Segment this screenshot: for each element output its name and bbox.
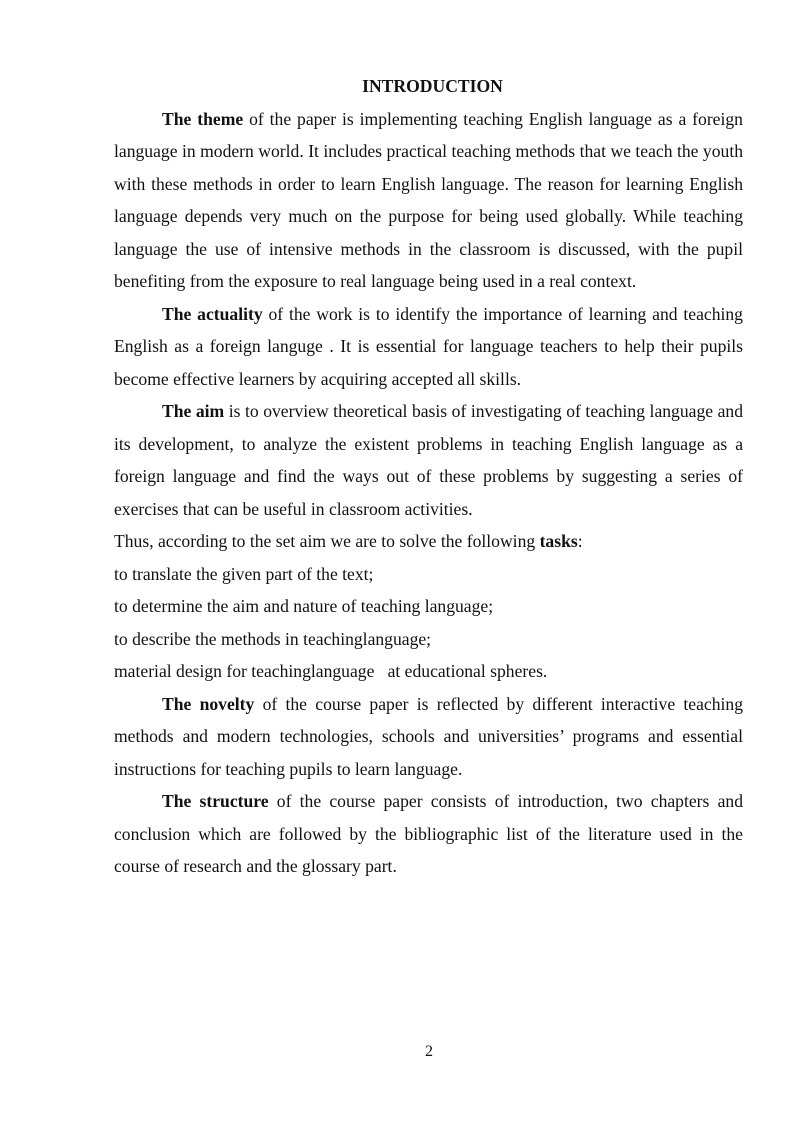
task-item-2: to determine the aim and nature of teaching language; (114, 596, 494, 616)
novelty-text: of the course paper is reflected by different interactive teaching methods and modern technologies, schools and universities’ programs and essential instructions for teaching pupils to learn language. (114, 693, 743, 779)
task-item-4: material design for teachinglanguage at educational spheres. (114, 661, 548, 681)
task-item-1: to translate the given part of the text; (114, 563, 374, 584)
actuality-lead: The actuality (162, 303, 263, 324)
page-number: 2 (425, 1043, 433, 1060)
structure-text: of the course paper consists of introduction, two chapters and conclusion which are followed by the bibliographic list of the literature used in the course of research and the glossary part. (114, 791, 743, 876)
page-title: INTRODUCTION (362, 76, 503, 96)
aim-text: is to overview theoretical basis of investigating of teaching language and its development, to analyze the existent problems in teaching English language as a foreign language and find the ways out of these problems by suggesting a series of exercises that can be useful in classroom activities. (114, 401, 743, 519)
aim-paragraph (114, 395, 743, 525)
structure-paragraph (114, 785, 743, 883)
actuality-paragraph (114, 298, 743, 396)
theme-lead: The theme (162, 108, 244, 129)
tasks-intro-colon: : (577, 531, 583, 551)
structure-lead: The structure (162, 791, 269, 811)
tasks-intro-bold: tasks (539, 531, 578, 551)
task-item-3: to describe the methods in teachinglanguage; (114, 628, 432, 649)
document-page (114, 70, 743, 883)
novelty-lead: The novelty (162, 693, 255, 714)
tasks-intro (114, 525, 743, 558)
actuality-text: of the work is to identify the importance of learning and teaching English as a foreign languge . It is essential for language teachers to help their pupils become effective learners by acquiring accepted all skills. (114, 303, 743, 389)
tasks-intro-text: Thus, according to the set aim we are to solve the following (114, 531, 540, 551)
theme-paragraph (114, 103, 743, 298)
theme-text: of the paper is implementing teaching English language as a foreign language in modern world. It includes practical teaching methods that we teach the youth with these methods in order to learn English language. The reason for learning English language depends very much on the purpose for being used globally. While teaching language the use of intensive methods in the classroom is discussed, with the pupil benefiting from the exposure to real language being used in a real context. (114, 108, 743, 291)
novelty-paragraph (114, 688, 743, 786)
aim-lead: The aim (162, 401, 225, 421)
